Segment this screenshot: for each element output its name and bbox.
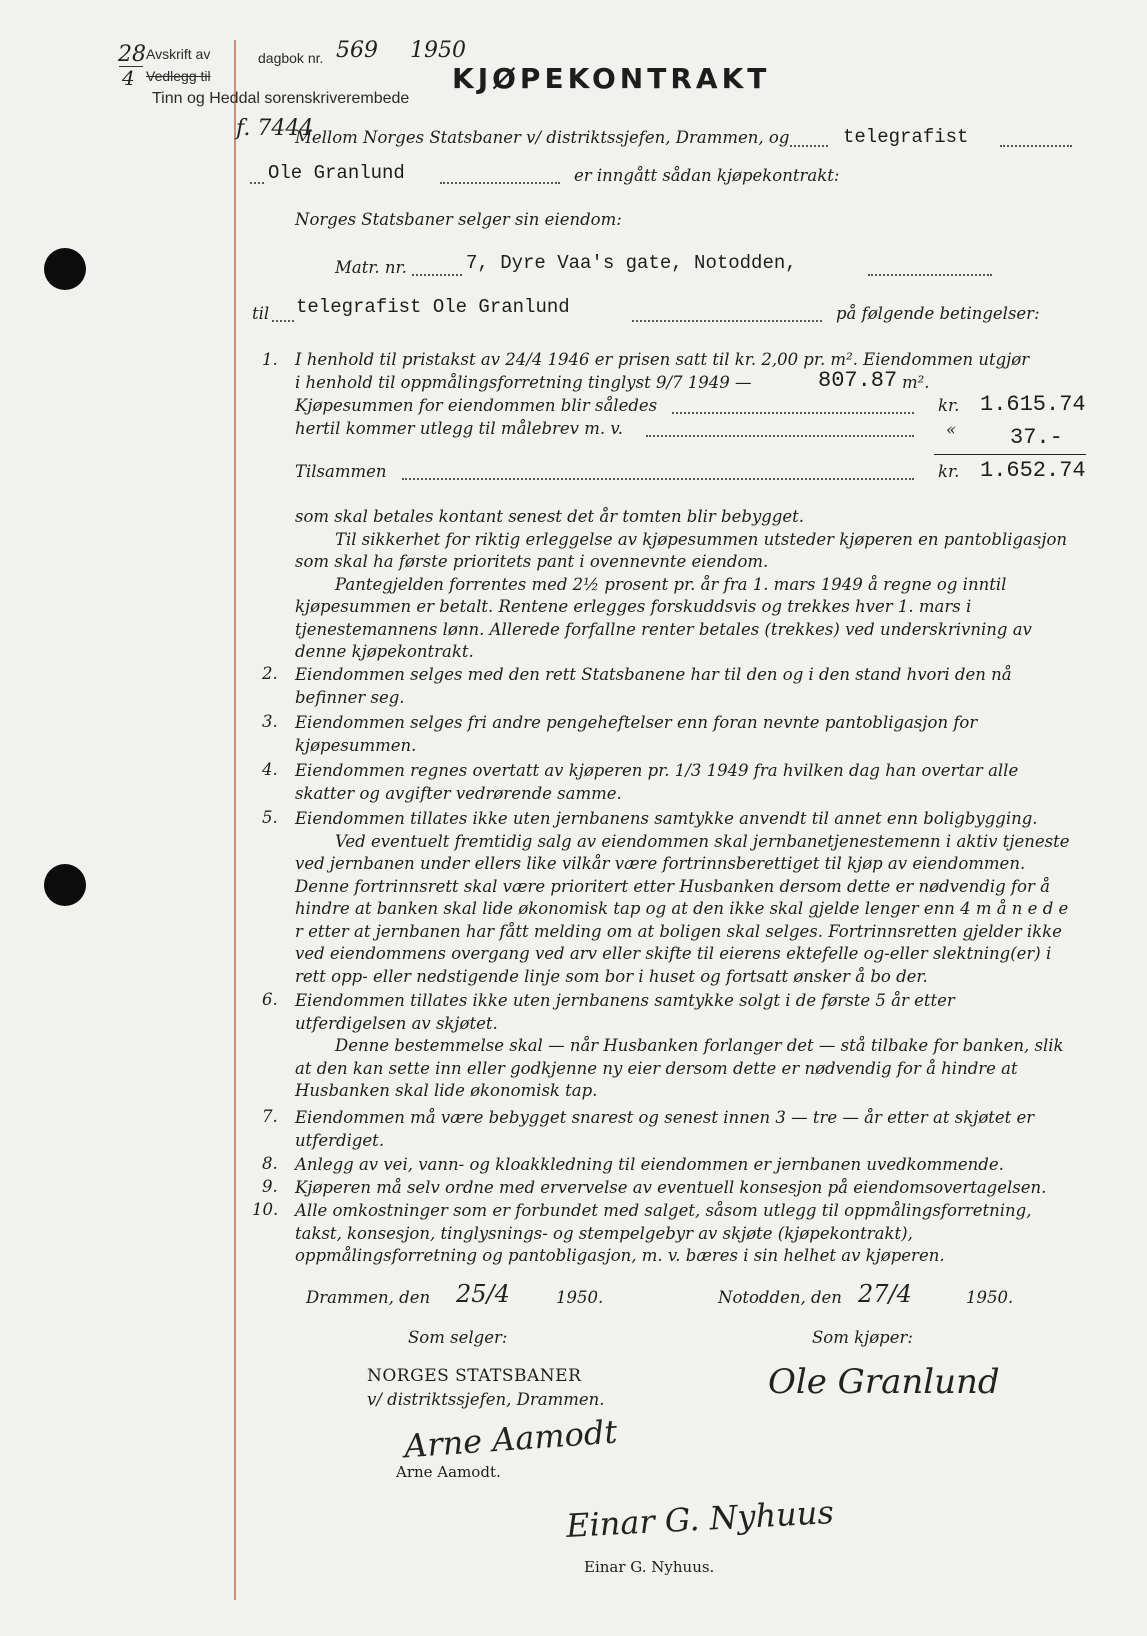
extra-label: hertil kommer utlegg til målebrev m. v. bbox=[295, 419, 623, 438]
clause-5-preemption: Ved eventuelt fremtidig salg av eiendommen skal jernbanetjenestemenn i aktiv tjeneste ved jernbanen under ellers like vilkår være fortrinnsberettiget til kjøp av eiendommen. Denne fortrinnsrett skal være prioritert etter Husbanken dersom dette er nødvendig for å hindre at banken skal lide økonomisk tap og at den ikke skal gjelde lenger enn 4 m å n e d e r etter at jernbanen har fått melding om at boligen skal selges. Fortrinnsretten gjelder ikke ved eiendommens overgang ved arv eller skifte til eierens ektefelle og-eller slektning(er) i rett opp- eller nedstigende linje som bor i huset og fortsatt ønsker å bo der. bbox=[295, 831, 1070, 986]
clause-10: Alle omkostninger som er forbundet med salget, såsom utlegg til oppmålingsforretning, takst, konsesjon, tinglysnings- og stempelgebyr av skjøte (kjøpekontrakt), oppmålingsforretning og pantobligasjon, m. v. bæres i sin helhet av kjøperen. bbox=[295, 1201, 1032, 1265]
extra-value: 37.- bbox=[1010, 425, 1063, 450]
place-right: Notodden, den bbox=[718, 1288, 842, 1307]
intro-between: Mellom Norges Statsbaner v/ distriktssjefen, Drammen, og bbox=[295, 128, 790, 147]
to-label: til bbox=[252, 304, 270, 323]
purchase-value: 1.615.74 bbox=[980, 392, 1086, 417]
dotted-leader bbox=[1000, 145, 1072, 147]
matr-label: Matr. nr. bbox=[335, 258, 407, 277]
clause-3: Eiendommen selges fri andre pengeheftelser enn foran nevnte pantobligasjon for kjøpesummen. bbox=[295, 713, 978, 755]
witness-name: Einar G. Nyhuus. bbox=[584, 1558, 715, 1576]
purchase-label: Kjøpesummen for eiendommen blir således bbox=[295, 396, 658, 415]
folio-number: f. 7444 bbox=[236, 116, 314, 141]
clause-1-number: 1. bbox=[262, 350, 278, 369]
seller-org: NORGES STATSBANER bbox=[367, 1366, 582, 1386]
stamp-line3: Tinn og Heddal sorenskriverembede bbox=[152, 90, 410, 107]
dotted-leader bbox=[790, 145, 828, 147]
date-left: 25/4 bbox=[456, 1280, 510, 1308]
as-seller: Som selger: bbox=[408, 1328, 508, 1347]
date-right: 27/4 bbox=[858, 1280, 912, 1308]
clause-1-body bbox=[295, 506, 1070, 664]
clause-5-number: 5. bbox=[262, 808, 278, 827]
clause-8: Anlegg av vei, vann- og kloakkledning til eiendommen er jernbanen uvedkommende. bbox=[295, 1155, 1004, 1174]
extra-currency: « bbox=[946, 420, 957, 439]
dotted-leader bbox=[868, 274, 992, 276]
dotted-leader bbox=[672, 412, 914, 414]
clause-7: Eiendommen må være bebygget snarest og senest innen 3 — tre — år etter at skjøtet er utferdiget. bbox=[295, 1108, 1035, 1150]
clause-4-number: 4. bbox=[262, 760, 278, 779]
dotted-leader bbox=[272, 320, 294, 322]
stamp-number: 569 bbox=[336, 38, 378, 63]
clause-1-payment: som skal betales kontant senest det år tomten blir bebygget. bbox=[295, 507, 805, 526]
price-line1: I henhold til pristakst av 24/4 1946 er prisen satt til kr. 2,00 pr. m². Eiendommen utgjør bbox=[295, 350, 1030, 369]
buyer-name: Ole Granlund bbox=[268, 162, 405, 184]
clause-1-security: Til sikkerhet for riktig erleggelse av kjøpesummen utsteder kjøperen en pantobligasjon som skal ha første prioritets pant i ovennevnte eiendom. bbox=[295, 529, 1068, 571]
stamp-line1: Avskrift av bbox=[146, 46, 211, 62]
stamp-line1b: dagbok nr. bbox=[258, 50, 324, 66]
as-buyer: Som kjøper: bbox=[812, 1328, 913, 1347]
clause-9: Kjøperen må selv ordne med ervervelse av eventuell konsesjon på eiendomsovertagelsen. bbox=[295, 1178, 1047, 1197]
clause-2-number: 2. bbox=[262, 664, 278, 683]
buyer-signature: Ole Granlund bbox=[768, 1362, 1000, 1402]
matr-value: 7, Dyre Vaa's gate, Notodden, bbox=[466, 252, 797, 274]
clause-6-body bbox=[295, 990, 1070, 1103]
seller-sub: v/ distriktssjefen, Drammen. bbox=[367, 1390, 605, 1409]
page-title: KJØPEKONTRAKT bbox=[452, 62, 771, 95]
contract-made: er inngått sådan kjøpekontrakt: bbox=[574, 166, 840, 185]
stamp-date-month: 4 bbox=[122, 66, 135, 90]
year-right: 1950. bbox=[966, 1288, 1014, 1307]
clause-2: Eiendommen selges med den rett Statsbanene har til den og i den stand hvori den nå befinner seg. bbox=[295, 665, 1012, 707]
area-unit: m². bbox=[902, 373, 930, 392]
area-value: 807.87 bbox=[818, 368, 898, 393]
clause-10-number: 10. bbox=[252, 1200, 279, 1219]
dotted-leader bbox=[440, 182, 560, 184]
dotted-leader bbox=[250, 182, 264, 184]
buyer-title: telegrafist bbox=[843, 126, 969, 148]
total-currency: kr. bbox=[938, 462, 960, 481]
total-label: Tilsammen bbox=[295, 462, 387, 481]
dotted-leader bbox=[646, 435, 914, 437]
year-left: 1950. bbox=[556, 1288, 604, 1307]
price-line2: i henhold til oppmålingsforretning tinglyst 9/7 1949 — bbox=[295, 373, 752, 392]
clause-6-husbanken: Denne bestemmelse skal — når Husbanken forlanger det — stå tilbake for banken, slik at den kan sette inn eller godkjenne ny eier dersom dette er nødvendig for å hindre at Husbanken skal lide økonomisk tap. bbox=[295, 1036, 1064, 1100]
clause-6-number: 6. bbox=[262, 990, 278, 1009]
place-left: Drammen, den bbox=[306, 1288, 431, 1307]
binder-hole-top bbox=[44, 248, 86, 290]
total-value: 1.652.74 bbox=[980, 458, 1086, 483]
stamp-year: 1950 bbox=[410, 38, 466, 63]
clause-9-number: 9. bbox=[262, 1177, 278, 1196]
clause-8-number: 8. bbox=[262, 1154, 278, 1173]
clause-4: Eiendommen regnes overtatt av kjøperen pr. 1/3 1949 fra hvilken dag han overtar alle skatter og avgifter vedrørende samme. bbox=[295, 761, 1019, 803]
clause-5-body bbox=[295, 808, 1070, 988]
purchase-currency: kr. bbox=[938, 396, 960, 415]
clause-3-number: 3. bbox=[262, 712, 278, 731]
stamp-line2: Vedlegg til bbox=[146, 68, 211, 84]
dotted-leader bbox=[402, 478, 914, 480]
clause-7-number: 7. bbox=[262, 1107, 278, 1126]
sum-rule bbox=[934, 454, 1086, 455]
clause-1-interest: Pantegjelden forrentes med 2½ prosent pr. år fra 1. mars 1949 å regne og inntil kjøpesummen er betalt. Rentene erlegges forskuddsvis og trekkes hver 1. mars i tjenestemannens lønn. Allerede forfallne renter betales (trekkes) ved underskrivning av denne kjøpekontrakt. bbox=[295, 574, 1032, 661]
clause-5-use: Eiendommen tillates ikke uten jernbanens samtykke anvendt til annet enn boligbygging. bbox=[295, 809, 1038, 828]
seller-name: Arne Aamodt. bbox=[396, 1463, 501, 1481]
seller-signature: Arne Aamodt bbox=[402, 1412, 619, 1466]
seller-sells: Norges Statsbaner selger sin eiendom: bbox=[295, 210, 622, 229]
dotted-leader bbox=[632, 320, 822, 322]
to-value: telegrafist Ole Granlund bbox=[296, 296, 570, 318]
clause-6-sale: Eiendommen tillates ikke uten jernbanens samtykke solgt i de første 5 år etter utferdigelsen av skjøtet. bbox=[295, 991, 955, 1033]
witness-signature: Einar G. Nyhuus bbox=[565, 1493, 835, 1545]
binder-hole-bottom bbox=[44, 864, 86, 906]
conditions-label: på følgende betingelser: bbox=[836, 304, 1040, 323]
margin-line bbox=[234, 40, 236, 1600]
stamp-date-day: 28 bbox=[118, 42, 146, 67]
dotted-leader bbox=[412, 274, 462, 276]
